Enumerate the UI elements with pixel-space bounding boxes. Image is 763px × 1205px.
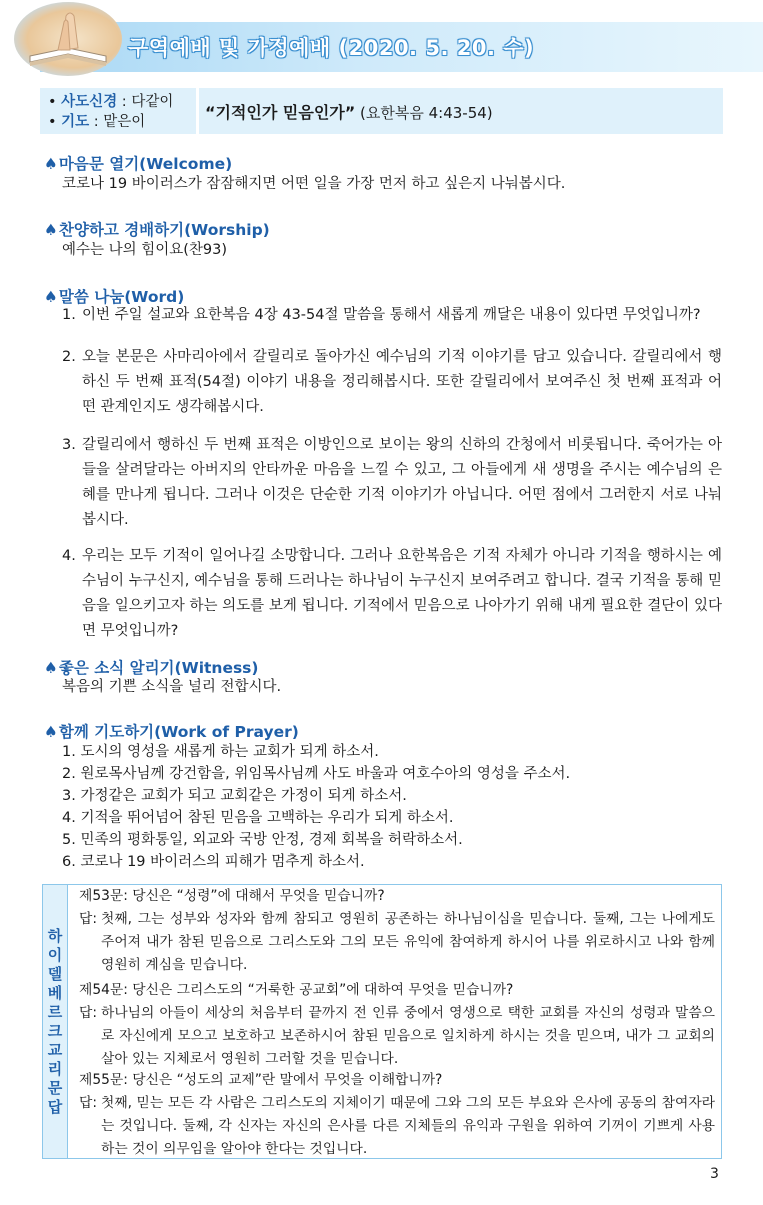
side-char: 크 <box>47 1021 63 1040</box>
witness-text: 복음의 기쁜 소식을 널리 전합시다. <box>62 679 282 695</box>
catechism-answer <box>79 908 715 977</box>
catechism-side-label <box>43 885 68 1158</box>
catechism-answer-text: 하나님의 아들이 세상의 처음부터 끝까지 전 인류 중에서 영생으로 택한 교회를 자신의 성령과 말씀으로 자신에게 모으고 보호하고 보존하시어 참된 믿음으로 일치하게 하시는 것을 믿으며, 내가 그 교회의 살아 있는 지체로서 영원히 그러할 것을 믿습니다. <box>101 1005 715 1067</box>
catechism-answer <box>79 1092 715 1161</box>
side-char: 하 <box>47 926 63 945</box>
prayer-heading-text: 함께 기도하기(Work of Prayer) <box>58 723 299 741</box>
catechism-answer-text: 첫째, 그는 성부와 성자와 함께 참되고 영원히 공존하는 하나님이심을 믿습니다. 둘째, 그는 나에게도 주어져 내가 참된 믿음으로 그리스도와 그의 모든 유익에 참여하게 하시어 나를 위로하시고 나와 함께 영원히 계심을 믿습니다. <box>101 911 715 973</box>
word-item <box>62 433 722 533</box>
side-char: 리 <box>47 1059 63 1078</box>
side-char: 답 <box>47 1097 63 1116</box>
spade-icon: ♠ <box>44 659 58 677</box>
worship-text: 예수는 나의 힘이요(찬93) <box>62 242 228 258</box>
creed-line: • 사도신경 : 다같이 <box>48 94 174 110</box>
catechism-question: 제55문: 당신은 “성도의 교제”란 말에서 무엇을 이해합니까? <box>79 1072 443 1088</box>
word-item <box>62 544 722 644</box>
word-item <box>62 345 722 420</box>
prayer-item: 4. 기적을 뛰어넘어 참된 믿음을 고백하는 우리가 되게 하소서. <box>62 810 454 826</box>
answer-label: 답: <box>79 1005 97 1021</box>
spade-icon: ♠ <box>44 288 58 306</box>
word-item-number: 4. <box>62 548 76 564</box>
sermon-box <box>199 88 723 134</box>
answer-label: 답: <box>79 1095 97 1111</box>
prayer-value: 맡은이 <box>103 114 146 130</box>
sermon-title: “기적인가 믿음인가” <box>205 103 356 122</box>
prayer-label: 기도 <box>61 114 90 130</box>
word-item-text: 갈릴리에서 행하신 두 번째 표적은 이방인으로 보이는 왕의 신하의 간청에서 비롯됩니다. 죽어가는 아들을 살려달라는 아버지의 안타까운 마음을 느낄 수 있고, 그 아들에게 새 생명을 주시는 예수님의 은혜를 만나게 됩니다. 그러나 이것은 단순한 기적 이야기가 아닙니다. 어떤 점에서 그러한지 서로 나눠봅시다. <box>82 437 722 528</box>
side-char: 델 <box>47 964 63 983</box>
catechism-answer-text: 첫째, 믿는 모든 각 사람은 그리스도의 지체이기 때문에 그와 그의 모든 부요와 은사에 공동의 참여자라는 것입니다. 둘째, 각 신자는 자신의 은사를 다른 지체들의 유익과 구원을 위하여 기꺼이 기쁘게 사용하는 것이 의무임을 알아야 한다는 것입니다. <box>101 1095 715 1157</box>
prayer-heading <box>44 720 299 742</box>
catechism-qa <box>79 1069 715 1161</box>
side-char: 문 <box>47 1078 63 1097</box>
catechism-box <box>42 884 722 1159</box>
spade-icon: ♠ <box>44 723 58 741</box>
catechism-qa <box>79 885 715 977</box>
side-char: 교 <box>47 1040 63 1059</box>
prayer-line: • 기도 : 맡은이 <box>48 114 146 130</box>
word-item-number: 2. <box>62 349 76 365</box>
word-item-text: 우리는 모두 기적이 일어나길 소망합니다. 그러나 요한복음은 기적 자체가 아니라 기적을 행하시는 예수님이 누구신지, 예수님을 통해 드러나는 하나님이 누구신지 보여주려고 합니다. 결국 기적을 통해 믿음을 일으키고자 하는 의도를 보게 됩니다. 기적에서 믿음으로 나아가기 위해 내게 필요한 결단이 있다면 무엇입니까? <box>82 548 722 639</box>
spade-icon: ♠ <box>44 155 58 173</box>
prayer-item: 5. 민족의 평화통일, 외교와 국방 안정, 경제 회복을 허락하소서. <box>62 832 463 848</box>
prayer-item: 2. 원로목사님께 강건함을, 위임목사님께 사도 바울과 여호수아의 영성을 주소서. <box>62 766 571 782</box>
page-title: 구역예배 및 가정예배 (2020. 5. 20. 수) <box>128 36 535 60</box>
page-number: 3 <box>710 1166 719 1182</box>
prayer-item: 3. 가정같은 교회가 되고 교회같은 가정이 되게 하소서. <box>62 788 407 804</box>
header-banner <box>0 0 763 78</box>
side-char: 베 <box>47 983 63 1002</box>
creed-value: 다같이 <box>131 94 174 110</box>
catechism-question: 제54문: 당신은 그리스도의 “거룩한 공교회”에 대하여 무엇을 믿습니까? <box>79 982 514 998</box>
prayer-item: 6. 코로나 19 바이러스의 피해가 멈추게 하소서. <box>62 854 365 870</box>
catechism-qa <box>79 979 715 1071</box>
side-char: 이 <box>47 945 63 964</box>
welcome-heading-text: 마음문 열기(Welcome) <box>58 155 233 173</box>
welcome-heading <box>44 152 232 174</box>
sermon-reference: (요한복음 4:43-54) <box>360 104 493 122</box>
spade-icon: ♠ <box>44 221 58 239</box>
welcome-text: 코로나 19 바이러스가 잠잠해지면 어떤 일을 가장 먼저 하고 싶은지 나눠봅시다. <box>62 176 566 192</box>
creed-label: 사도신경 <box>61 94 118 110</box>
worship-heading <box>44 218 270 240</box>
word-item-text: 오늘 본문은 사마리아에서 갈릴리로 돌아가신 예수님의 기적 이야기를 담고 있습니다. 갈릴리에서 행하신 두 번째 표적(54절) 이야기 내용을 정리해봅시다. 또한 갈릴리에서 보여주신 첫 번째 표적과 어떤 관계인지도 생각해봅시다. <box>82 349 722 415</box>
side-char: 르 <box>47 1002 63 1021</box>
word-item <box>62 303 722 328</box>
praying-hands-bible-icon <box>14 2 122 76</box>
word-item-number: 3. <box>62 437 76 453</box>
word-heading-text: 말씀 나눔(Word) <box>58 288 185 306</box>
catechism-question: 제53문: 당신은 “성령”에 대해서 무엇을 믿습니까? <box>79 888 385 904</box>
leaders-box <box>40 88 196 134</box>
catechism-answer <box>79 1002 715 1071</box>
worship-heading-text: 찬양하고 경배하기(Worship) <box>58 221 270 239</box>
witness-heading-text: 좋은 소식 알리기(Witness) <box>58 659 259 677</box>
answer-label: 답: <box>79 911 97 927</box>
word-item-number: 1. <box>62 307 76 323</box>
prayer-item: 1. 도시의 영성을 새롭게 하는 교회가 되게 하소서. <box>62 744 379 760</box>
word-item-text: 이번 주일 설교와 요한복음 4장 43-54절 말씀을 통해서 새롭게 깨달은 내용이 있다면 무엇입니까? <box>82 307 701 323</box>
